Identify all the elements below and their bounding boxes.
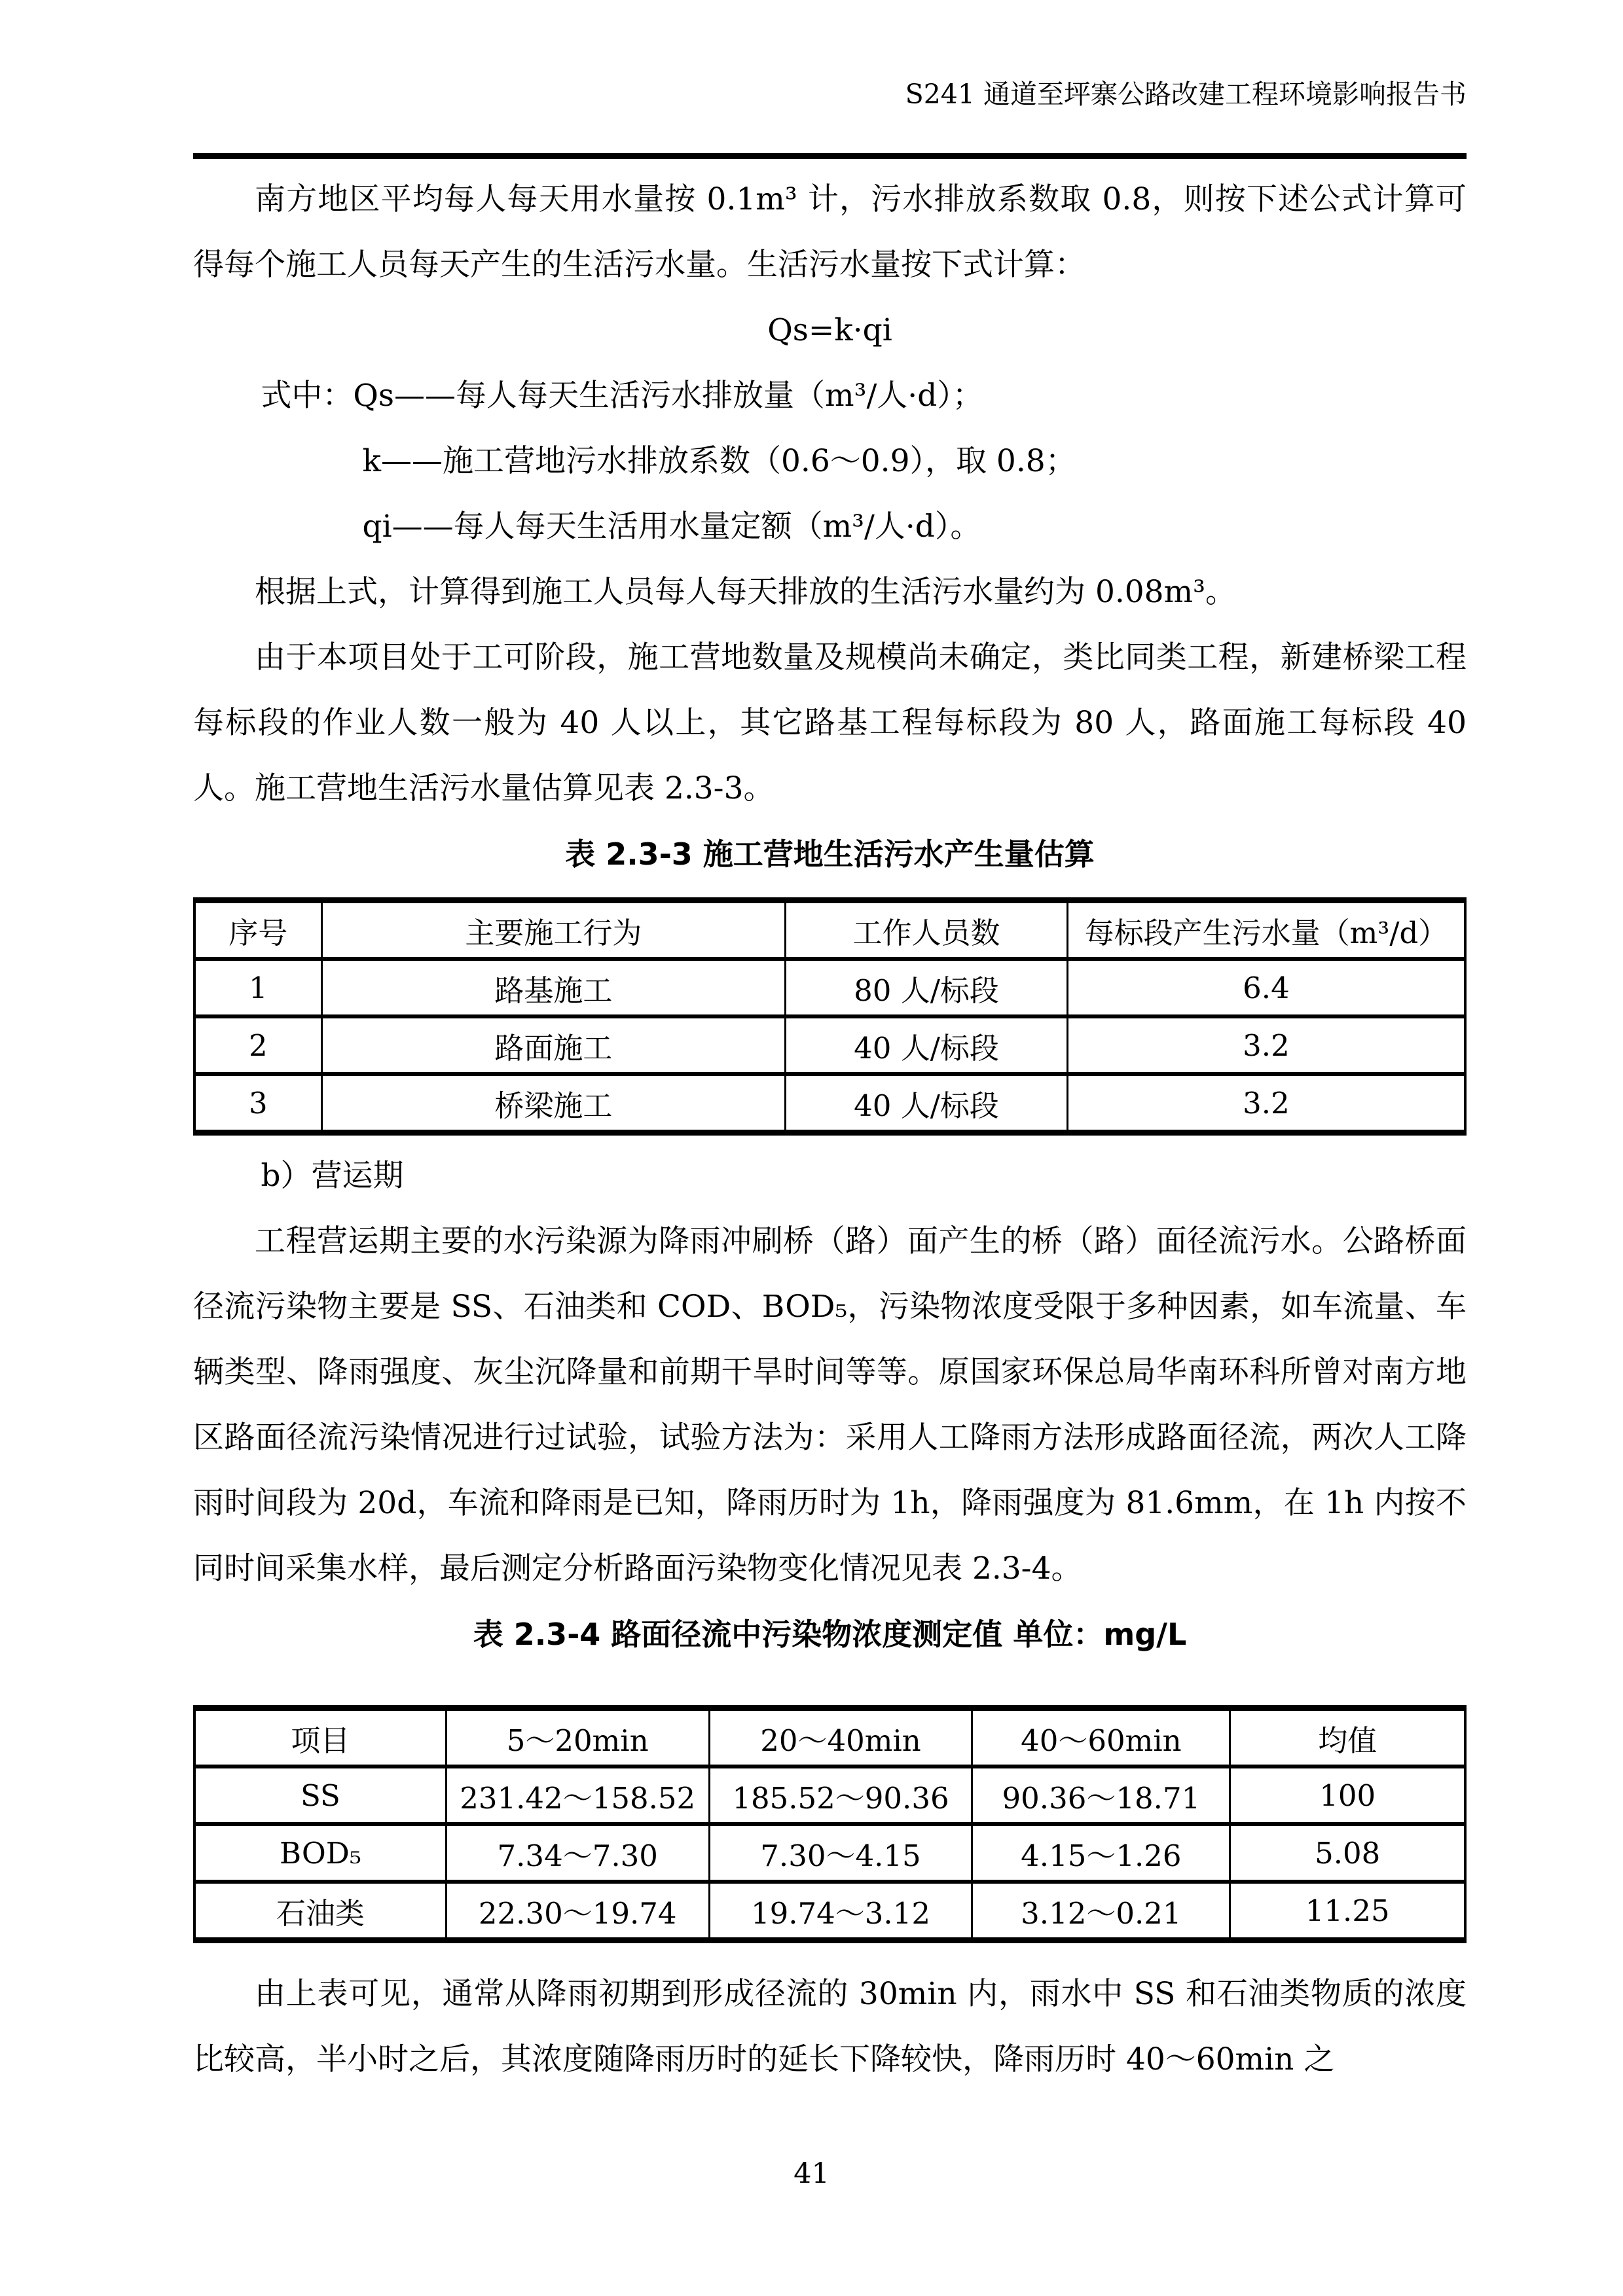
table-cell: 40 人/标段 — [786, 1074, 1068, 1133]
table-2-3-4 — [193, 1705, 1467, 1943]
table-cell: 185.52～90.36 — [709, 1767, 972, 1824]
table-cell: SS — [194, 1767, 446, 1824]
table-cell: 3.2 — [1067, 1016, 1465, 1074]
table-cell: 1 — [194, 959, 321, 1016]
definition-qi: qi——每人每天生活用水量定额（m³/人·d）。 — [362, 509, 981, 545]
table-cell: 路面施工 — [321, 1016, 785, 1074]
table-cell: 3.2 — [1067, 1074, 1465, 1133]
column-header: 主要施工行为 — [321, 901, 785, 960]
table-cell: 90.36～18.71 — [972, 1767, 1230, 1824]
table-cell: 40 人/标段 — [786, 1016, 1068, 1074]
table-cell: 桥梁施工 — [321, 1074, 785, 1133]
column-header: 均值 — [1230, 1708, 1465, 1767]
table-cell: 石油类 — [194, 1882, 446, 1941]
table-row — [194, 901, 1465, 960]
page-content — [193, 0, 1467, 2092]
table-row — [194, 1767, 1465, 1824]
column-header: 序号 — [194, 901, 321, 960]
table-row — [194, 1824, 1465, 1882]
table-cell: 80 人/标段 — [786, 959, 1068, 1016]
definition-k: k——施工营地污水排放系数（0.6～0.9），取 0.8； — [362, 443, 1076, 479]
column-header: 工作人员数 — [786, 901, 1068, 960]
definition-qs: 式中：Qs——每人每天生活污水排放量（m³/人·d）； — [261, 378, 983, 414]
table-row — [194, 1708, 1465, 1767]
table-cell: 3.12～0.21 — [972, 1882, 1230, 1941]
table-row — [194, 959, 1465, 1016]
table-cell: 11.25 — [1230, 1882, 1465, 1941]
table-2-3-4-title: 表 2.3-4 路面径流中污染物浓度测定值 单位：mg/L — [473, 1617, 1187, 1652]
table-cell: 231.42～158.52 — [446, 1767, 709, 1824]
table-cell: 6.4 — [1067, 959, 1465, 1016]
paragraph-result: 根据上式，计算得到施工人员每人每天排放的生活污水量约为 0.08m³。 — [255, 574, 1236, 610]
table-cell: BOD₅ — [194, 1824, 446, 1882]
table-cell: 3 — [194, 1074, 321, 1133]
header-rule — [193, 153, 1467, 159]
document-body — [193, 167, 1467, 2092]
paragraph-conclusion: 由上表可见，通常从降雨初期到形成径流的 30min 内，雨水中 SS 和石油类物质的浓度比较高，半小时之后，其浓度随降雨历时的延长下降较快，降雨历时 40～60min 之 — [193, 1976, 1467, 2077]
paragraph-camp-estimate: 由于本项目处于工可阶段，施工营地数量及规模尚未确定，类比同类工程，新建桥梁工程每标段的作业人数一般为 40 人以上，其它路基工程每标段为 80 人，路面施工每标段 40 人。施工营地生活污水量估算见表 2.3-3。 — [193, 639, 1467, 806]
table-cell: 22.30～19.74 — [446, 1882, 709, 1941]
table-cell: 4.15～1.26 — [972, 1824, 1230, 1882]
table-2-3-3-title: 表 2.3-3 施工营地生活污水产生量估算 — [565, 836, 1095, 872]
column-header: 20～40min — [709, 1708, 972, 1767]
column-header: 40～60min — [972, 1708, 1230, 1767]
table-row — [194, 1074, 1465, 1133]
table-cell: 7.30～4.15 — [709, 1824, 972, 1882]
page-header-title: S241 通道至坪寨公路改建工程环境影响报告书 — [905, 79, 1467, 110]
table-cell: 100 — [1230, 1767, 1465, 1824]
table-row — [194, 1016, 1465, 1074]
page-number: 41 — [793, 2157, 830, 2190]
formula-qs: Qs=k·qi — [767, 312, 892, 348]
table-cell: 5.08 — [1230, 1824, 1465, 1882]
table-cell: 7.34～7.30 — [446, 1824, 709, 1882]
table-cell: 2 — [194, 1016, 321, 1074]
column-header: 5～20min — [446, 1708, 709, 1767]
paragraph-water-usage: 南方地区平均每人每天用水量按 0.1m³ 计，污水排放系数取 0.8，则按下述公式计算可得每个施工人员每天产生的生活污水量。生活污水量按下式计算： — [193, 181, 1467, 283]
table-cell: 19.74～3.12 — [709, 1882, 972, 1941]
column-header: 项目 — [194, 1708, 446, 1767]
table-row — [194, 1882, 1465, 1941]
paragraph-runoff-pollution: 工程营运期主要的水污染源为降雨冲刷桥（路）面产生的桥（路）面径流污水。公路桥面径流污染物主要是 SS、石油类和 COD、BOD₅，污染物浓度受限于多种因素，如车流量、车辆类型、降雨强度、灰尘沉降量和前期干旱时间等等。原国家环保总局华南环科所曾对南方地区路面径流污染情况进行过试验，试验方法为：采用人工降雨方法形成路面径流，两次人工降雨时间段为 20d，车流和降雨是已知，降雨历时为 1h，降雨强度为 81.6mm，在 1h 内按不同时间采集水样，最后测定分析路面污染物变化情况见表 2.3-4。 — [193, 1223, 1467, 1587]
column-header: 每标段产生污水量（m³/d） — [1067, 901, 1465, 960]
table-cell: 路基施工 — [321, 959, 785, 1016]
section-heading-operation-period: b）营运期 — [261, 1158, 404, 1194]
table-2-3-3 — [193, 897, 1467, 1136]
